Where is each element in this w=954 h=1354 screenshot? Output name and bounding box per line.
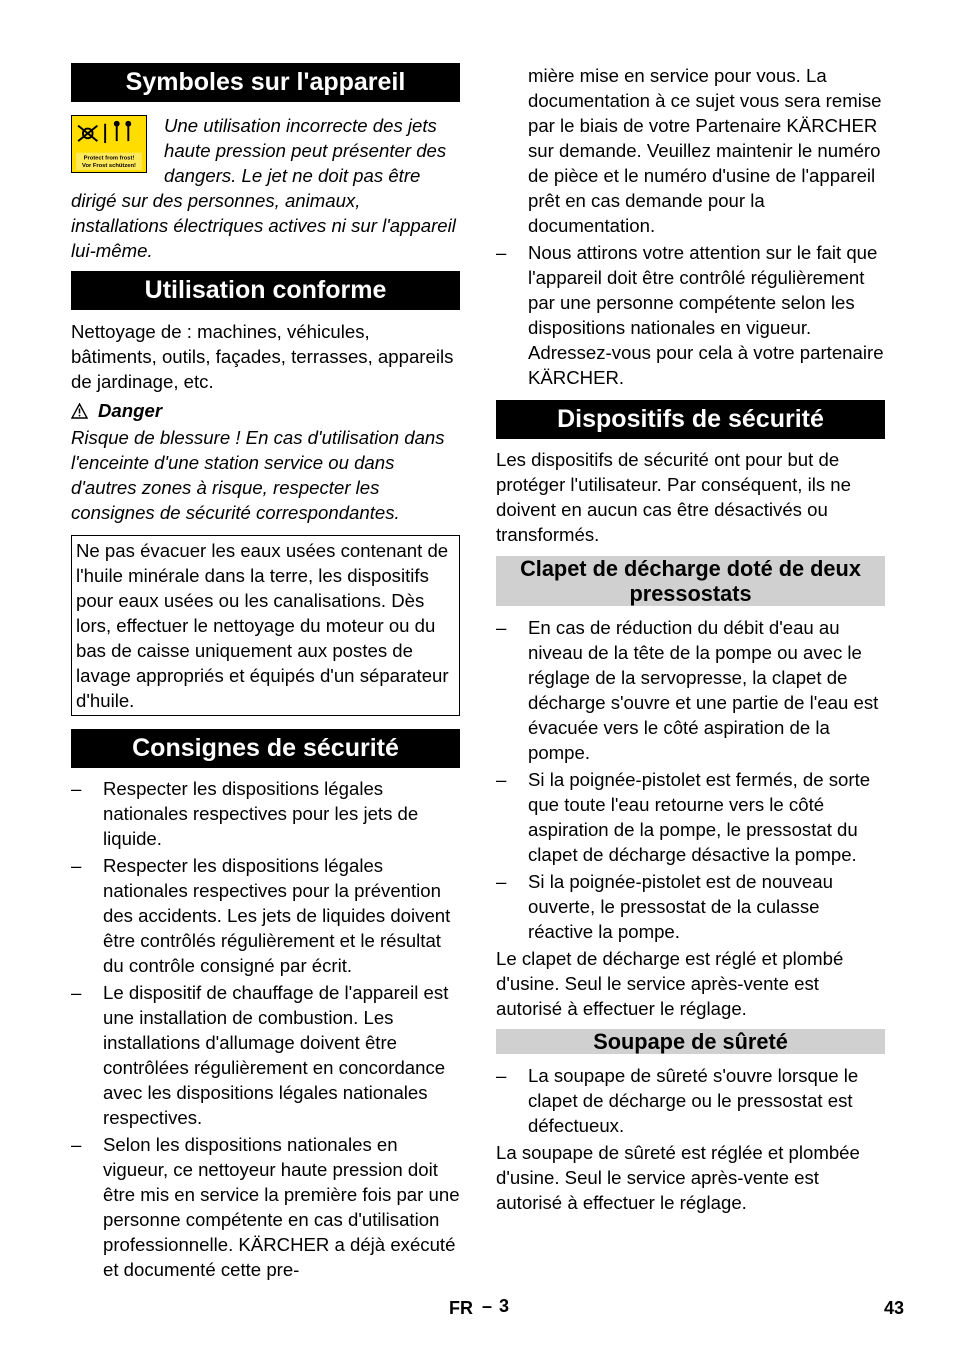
safety-list	[71, 776, 460, 1282]
heading-clapet: Clapet de décharge doté de deux pressostats	[496, 556, 885, 606]
soupape-text: La soupape de sûreté est réglée et plombée d'usine. Seul le service après-vente est autorisé à effectuer le réglage.	[496, 1142, 860, 1213]
use-text: Nettoyage de : machines, véhicules, bâtiments, outils, façades, terrasses, appareils de jardinage, etc.	[71, 321, 454, 392]
left-column	[71, 63, 460, 1282]
danger-text: Risque de blessure ! En cas d'utilisation dans l'enceinte d'une station service ou dans d'autres zones à risque, respecter les consignes de sécurité correspondantes.	[71, 427, 445, 523]
footer-section-page: 3	[499, 1296, 510, 1316]
footer-dash: –	[482, 1296, 493, 1316]
clapet-text: Le clapet de décharge est réglé et plombé d'usine. Seul le service après-vente est autorisé à effectuer le réglage.	[496, 948, 844, 1019]
symbol-label-1: Protect from frost!	[83, 155, 135, 162]
list-item: – Selon les dispositions nationales en vigueur, ce nettoyeur haute pression doit être mis en service la première fois par une personne compétente en cas d'utilisation professionnelle. KÄRCHER a déjà exécuté et documenté cette pre-	[71, 1132, 460, 1282]
warning-symbol-icon	[71, 115, 147, 173]
clapet-list	[496, 615, 885, 944]
soupape-list	[496, 1063, 885, 1138]
danger-label: Danger	[98, 400, 163, 421]
list-item: – Nous attirons votre attention sur le fait que l'appareil doit être contrôlé régulièrement par une personne compétente selon les dispositions nationales en vigueur. Adressez-vous pour cela à votre partenaire KÄRCHER.	[496, 240, 885, 390]
symbols-section	[71, 113, 460, 263]
list-item: – Si la poignée-pistolet est fermés, de sorte que toute l'eau retourne vers le côté aspiration de la pompe, le pressostat du clapet de décharge désactive la pompe.	[496, 767, 885, 867]
oil-notice-box	[71, 535, 460, 716]
heading-soupape: Soupape de sûreté	[496, 1029, 885, 1054]
warning-triangle-icon	[71, 403, 88, 419]
right-column	[496, 63, 885, 1215]
heading-utilisation: Utilisation conforme	[71, 271, 460, 310]
symbol-label-2: Vor Frost schützen!	[82, 163, 136, 170]
devices-text: Les dispositifs de sécurité ont pour but de protéger l'utilisateur. Par conséquent, ils ne doivent en aucun cas être désactivés ou transformés.	[496, 449, 851, 545]
symbols-text: Une utilisation incorrecte des jets haute pression peut présenter des dangers. Le jet ne doit pas être dirigé sur des personnes, animaux, installations électriques actives ni sur l'appareil lui-même.	[71, 115, 456, 261]
list-item: – Respecter les dispositions légales nationales respectives pour la prévention des accidents. Les jets de liquides doivent être contrôlés régulièrement et le résultat du contrôle consigné par écrit.	[71, 853, 460, 978]
oil-notice-text: Ne pas évacuer les eaux usées contenant de l'huile minérale dans la terre, les dispositifs pour eaux usées ou les canalisations. Dès lors, effectuer le nettoyage du moteur ou du bas de caisse uniquement aux postes de lavage appropriés et équipés d'un séparateur d'huile.	[76, 540, 449, 711]
continued-text: mière mise en service pour vous. La documentation à ce sujet vous sera remise par le biais de votre Partenaire KÄRCHER sur demande. Veuillez maintenir le numéro de pièce et le numéro d'usine de l'appareil prêt en cas demande pour la documentation.	[528, 65, 882, 236]
continued-list	[496, 240, 885, 390]
heading-consignes: Consignes de sécurité	[71, 729, 460, 768]
list-item: – En cas de réduction du débit d'eau au niveau de la tête de la pompe ou avec le réglage de la servopresse, la clapet de décharge s'ouvre et une partie de l'eau est évacuée vers le côté aspiration de la pompe.	[496, 615, 885, 765]
danger-title	[71, 398, 460, 423]
heading-symboles: Symboles sur l'appareil	[71, 63, 460, 102]
list-item: – Si la poignée-pistolet est de nouveau ouverte, le pressostat de la culasse réactive la pompe.	[496, 869, 885, 944]
footer-language: FR	[449, 1298, 473, 1318]
list-item: – Respecter les dispositions légales nationales respectives pour les jets de liquide.	[71, 776, 460, 851]
page-number: 43	[884, 1298, 905, 1318]
list-item: – La soupape de sûreté s'ouvre lorsque le clapet de décharge ou le pressostat est défectueux.	[496, 1063, 885, 1138]
list-item: – Le dispositif de chauffage de l'appareil est une installation de combustion. Les installations d'allumage doivent être contrôlées régulièrement en concordance avec les dispositions légales nationales respectives.	[71, 980, 460, 1130]
heading-dispositifs: Dispositifs de sécurité	[496, 400, 885, 439]
